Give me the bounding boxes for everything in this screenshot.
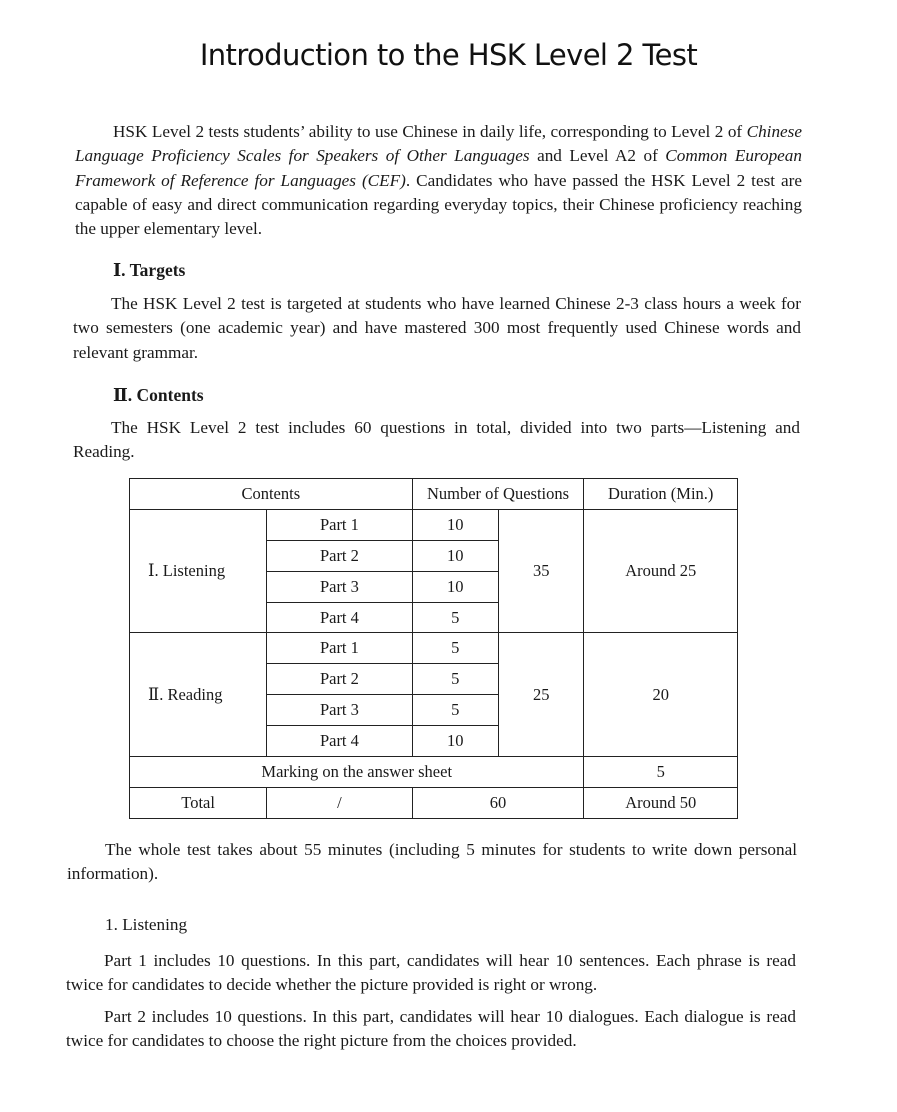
listening-subtotal: 35 — [499, 509, 584, 633]
targets-heading: Ⅰ. Targets — [113, 260, 186, 280]
reading-count-1: 5 — [412, 633, 498, 664]
reading-part-2: Part 2 — [267, 664, 412, 695]
table-row — [130, 509, 738, 540]
table-header-row — [130, 479, 738, 510]
header-duration: Duration (Min.) — [584, 479, 738, 510]
reading-label: Ⅱ. Reading — [130, 633, 267, 757]
reading-part-1: Part 1 — [267, 633, 412, 664]
listening-part-3: Part 3 — [267, 571, 412, 602]
intro-text-3: . Candidates who have passed the HSK Level 2 test are capable of easy and direct communication regarding everyday topics, their Chinese proficiency reaching the upper elementary level. — [75, 170, 802, 239]
intro-text-1: HSK Level 2 tests students’ ability to use Chinese in daily life, corresponding to Level 2 of — [113, 122, 747, 141]
contents-heading: Ⅱ. Contents — [113, 385, 204, 405]
listening-count-3: 10 — [412, 571, 498, 602]
total-label: Total — [130, 787, 267, 818]
table-row — [130, 757, 738, 788]
listening-duration: Around 25 — [584, 509, 738, 633]
intro-italic-scales: Chinese Language Proficiency Scales for Speakers of Other Languages — [75, 122, 802, 166]
contents-paragraph: The HSK Level 2 test includes 60 questions in total, divided into two parts—Listening and Reading. — [73, 418, 800, 462]
reading-subtotal: 25 — [499, 633, 584, 757]
listening-label: Ⅰ. Listening — [130, 509, 267, 633]
table-total-row — [130, 787, 738, 818]
page-title: Introduction to the HSK Level 2 Test — [199, 38, 698, 72]
intro-italic-cef: Common European Framework of Reference for Languages (CEF) — [75, 146, 802, 190]
total-slash: / — [267, 787, 412, 818]
reading-count-3: 5 — [412, 695, 498, 726]
listening-count-1: 10 — [412, 509, 498, 540]
reading-part-4: Part 4 — [267, 726, 412, 757]
whole-test-paragraph: The whole test takes about 55 minutes (including 5 minutes for students to write down personal information). — [67, 840, 797, 884]
test-structure-table — [129, 478, 738, 819]
listening-count-4: 5 — [412, 602, 498, 633]
listening-part-2: Part 2 — [267, 540, 412, 571]
intro-text-2: and Level A2 of — [529, 146, 666, 166]
intro-paragraph — [75, 120, 802, 241]
marking-label: Marking on the answer sheet — [130, 757, 584, 788]
total-questions: 60 — [412, 787, 584, 818]
reading-count-2: 5 — [412, 664, 498, 695]
reading-duration: 20 — [584, 633, 738, 757]
listening-section-heading: 1. Listening — [105, 915, 188, 934]
listening-part1-paragraph: Part 1 includes 10 questions. In this part, candidates will hear 10 sentences. Each phrase is read twice for candidates to decide whether the picture provided is right or wrong. — [66, 951, 796, 995]
reading-part-3: Part 3 — [267, 695, 412, 726]
listening-part-1: Part 1 — [267, 509, 412, 540]
header-number-of-questions: Number of Questions — [412, 479, 584, 510]
listening-count-2: 10 — [412, 540, 498, 571]
listening-part2-paragraph: Part 2 includes 10 questions. In this part, candidates will hear 10 dialogues. Each dialogue is read twice for candidates to choose the right picture from the choices provided. — [66, 1007, 796, 1051]
listening-part-4: Part 4 — [267, 602, 412, 633]
targets-paragraph: The HSK Level 2 test is targeted at students who have learned Chinese 2-3 class hours a week for two semesters (one academic year) and have mastered 300 most frequently used Chinese words and relevant grammar. — [73, 294, 801, 362]
marking-duration: 5 — [584, 757, 738, 788]
table-row — [130, 633, 738, 664]
header-contents: Contents — [130, 479, 413, 510]
reading-count-4: 10 — [412, 726, 498, 757]
total-duration: Around 50 — [584, 787, 738, 818]
